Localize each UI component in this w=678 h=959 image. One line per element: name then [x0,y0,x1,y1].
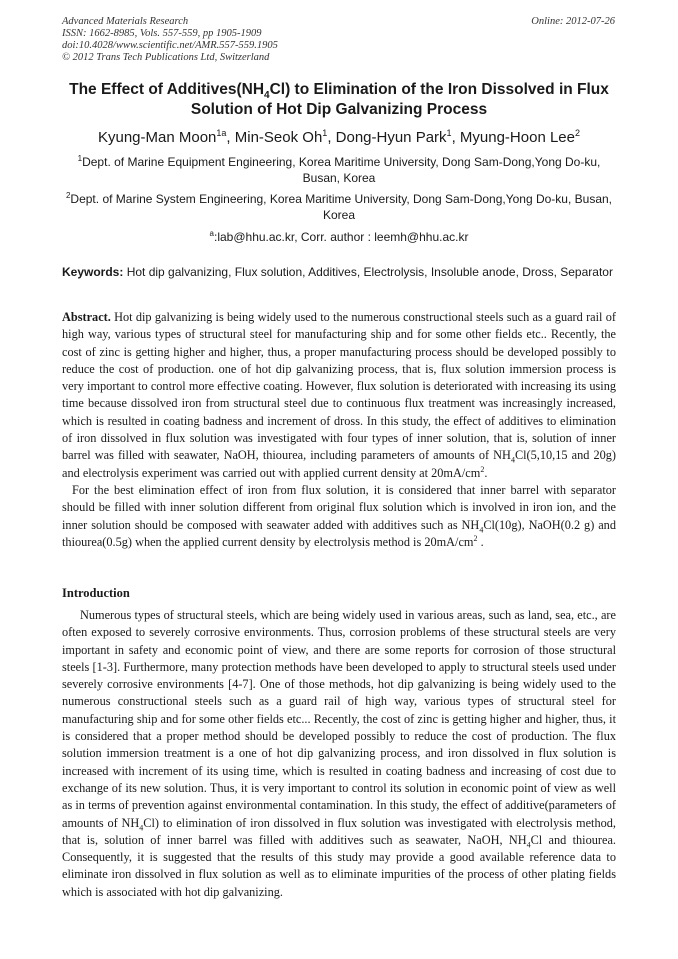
abstract-text: Cl(5,10,15 and 20g) and electrolysis experiment was carried out with applied current density at 20mA/cm [62,448,616,480]
abstract-text: Cl(10g), NaOH(0.2 g) and thiourea(0.5g) when the applied current density by electrolysis method is 20mA/cm [62,517,616,549]
abstract-text: For the best elimination effect of iron from flux solution, it is considered that inner barrel with separator should be filled with inner solution different from original flux solution which is involved in iron ion, and the inner solution should be composed with seawater added with additives such as NH [62,482,616,532]
keywords-text: Hot dip galvanizing, Flux solution, Additives, Electrolysis, Insoluble anode, Dross, Separator [126,265,613,279]
author-name: Dong-Hyun Park [335,129,447,146]
email-sup: a [209,229,214,238]
author-sup: 1a [216,128,227,138]
affiliation-1-sup: 1 [77,154,83,163]
intro-subscript: 4 [139,823,144,833]
author-list: Kyung-Man Moon$^{1a}$, Min-Seok Oh$^1$, Dong-Hyun Park$^1$, Myung-Hoon Lee$^2$ [97,128,580,146]
affiliation-2-text: Dept. of Marine System Engineering, Korea Maritime University, Dong Sam-Dong,Yong Do-ku, Busan, Korea [70,192,613,222]
abstract-paragraph-2 [62,482,616,551]
introduction-paragraph [62,607,616,901]
title-text-1: The Effect of Additives(NH [69,81,265,98]
abstract-subscript: 4 [510,455,515,465]
author-name: Myung-Hoon Lee [459,129,575,146]
intro-subscript: 4 [526,840,531,850]
author-email [62,229,616,245]
keywords [62,265,616,280]
affiliation-2 [62,191,616,223]
email-text: :lab@hhu.ac.kr, Corr. author : leemh@hhu.ac.kr [213,230,469,244]
abstract-paragraph-1 [62,309,616,482]
paper-title [62,80,616,120]
abstract-superscript: 2 [473,533,478,543]
title-subscript: 4 [264,90,270,102]
journal-header [62,16,278,64]
abstract-text: Hot dip galvanizing is being widely used to the numerous constructional steels such as a guard rail of high way, various types of structural steel for manufacturing ship and for some other fields etc.. Recently, the cost of zinc is getting higher and higher, thus, a proper manufacturing process should be developed possibly to reduce the cost of production. one of hot dip galvanizing process, that is, flux solution immersion process is very important to control more effective coating. However, flux solution is deteriorated with increasing its using time because dissolved iron from structural steel due to continuous flux treatment was increasingly increased, which is resulted in coating badness and increment of dross. In this study, the effect of additives to elimination of iron dissolved in flux solution was investigated with four types of inner solution, that is, solution of inner barrel was filled with seawater, NaOH, thiourea, including parameters of amounts of NH [62,310,616,463]
abstract-text: . [477,534,484,549]
affiliation-1 [62,154,616,186]
section-heading-introduction: Introduction [62,586,130,600]
abstract-superscript: 2 [480,464,485,474]
author-name: Min-Seok Oh [234,129,323,146]
intro-text: Cl) to elimination of iron dissolved in flux solution was investigated with electrolysis method, that is, solution of inner barrel was filled with additives such as seawater, NaOH, NH [62,815,616,847]
abstract-subscript: 4 [479,525,484,535]
keywords-label: Keywords: [62,265,124,279]
journal-name: Advanced Materials Research [62,16,189,27]
journal-doi: doi:10.4028/www.scientific.net/AMR.557-559.1905 [62,40,278,51]
online-date: Online: 2012-07-26 [531,16,615,27]
abstract-text: . [484,465,488,480]
journal-issn: ISSN: 1662-8985, Vols. 557-559, pp 1905-1909 [62,28,262,39]
affiliation-1-text: Dept. of Marine Equipment Engineering, Korea Maritime University, Dong Sam-Dong,Yong Do-ku, Busan, Korea [82,155,601,185]
author-sup: 1 [322,128,328,138]
affiliation-2-sup: 2 [65,191,71,200]
author-sup: 1 [446,128,452,138]
abstract-label: Abstract. [62,310,111,324]
abstract [62,309,616,551]
intro-text: Cl and thiourea. Consequently, it is suggested that the results of this study may provide a good available reference data to eliminate iron dissolved in flux solution as well as to eliminate impurities of the process of other plating fields which is associated with hot dip galvanizing. [62,832,616,899]
author-name: Kyung-Man Moon [97,129,217,146]
author-sup: 2 [574,128,580,138]
title-text-2: Cl) to Elimination of the Iron Dissolved in Flux Solution of Hot Dip Galvanizing Process [190,81,609,118]
intro-text: Numerous types of structural steels, which are being widely used in various areas, such as land, sea, etc., are often exposed to severely corrosive environments. Thus, corrosion problems of these structural steels are very important in safety and economic point of view, and there are some reports for corrosion of those structural steels [1-3]. Furthermore, many protection methods have been developed to apply to structural steels used under severely corrosive environments [4-7]. One of those methods, hot dip galvanizing is being widely used to the numerous constructional steels such as a guard rail of high way, various types of structural steel for manufacturing ship and for some other fields etc... Recently, the cost of zinc is getting higher and higher, thus, it is considered that a proper method should be developed possibly to reduce the cost of production. The flux solution immersion treatment is a one of hot dip galvanizing process, and iron dissolved in flux solution is increased with increment of its using time, which is resulted in coating badness and increasing of cost due to exchange of its new solution. Thus, it is very important to control its solution in economic point of view as well as in terms of prevention against environmental contamination. In this study, the effect of additive(parameters of amounts of NH [62,608,616,830]
journal-copyright: © 2012 Trans Tech Publications Ltd, Switzerland [62,52,270,63]
